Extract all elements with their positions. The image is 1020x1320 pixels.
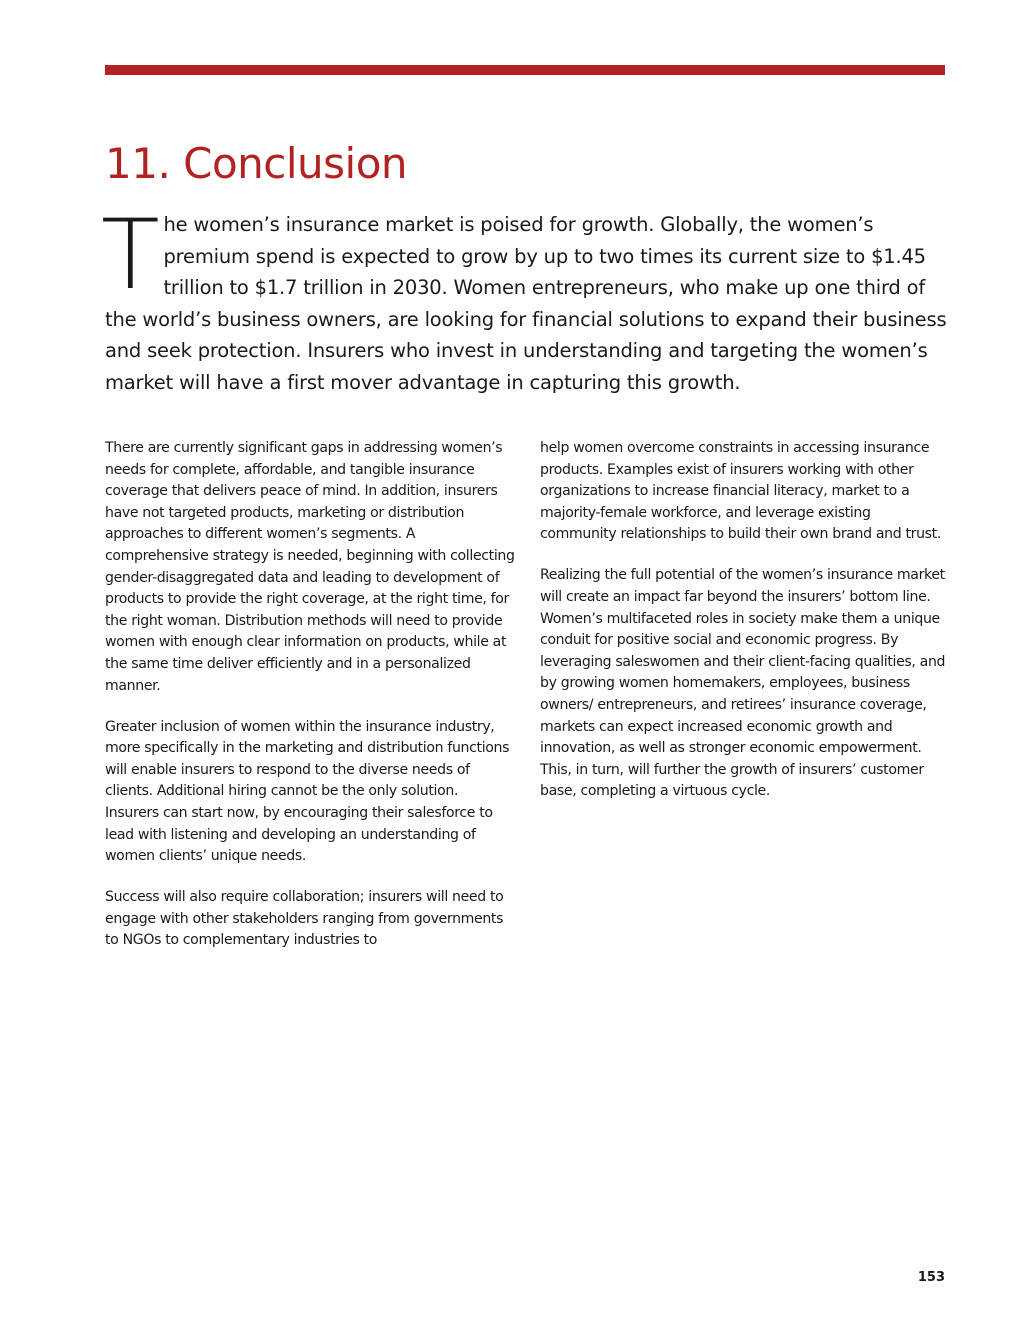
- body-paragraph: There are currently significant gaps in addressing women’s needs for complete, affordable, and tangible insurance coverage that delivers peace of mind. In addition, insurers have not targeted products, marketing or distribution approaches to different women’s segments. A comprehensive strategy is needed, beginning with collecting gender-disaggregated data and leading to development of products to provide the right coverage, at the right time, for the right woman. Distribution methods will need to provide women with enough clear information on products, while at the same time deliver efficiently and in a personalized manner.: [105, 440, 515, 694]
- header-rule: [105, 65, 945, 75]
- right-column: [540, 438, 950, 823]
- left-column: [105, 438, 515, 972]
- page-title: 11. Conclusion: [105, 139, 408, 188]
- body-paragraph: Greater inclusion of women within the insurance industry, more specifically in the marketing and distribution functions will enable insurers to respond to the diverse needs of clients. Additional hiring cannot be the only solution. Insurers can start now, by encouraging their salesforce to lead with listening and developing an understanding of women clients’ unique needs.: [105, 718, 510, 865]
- body-paragraph: help women overcome constraints in accessing insurance products. Examples exist of insurers working with other organizations to increase financial literacy, market to a majority-female workforce, and leverage existing community relationships to build their own brand and trust.: [540, 440, 941, 543]
- page-number: 153: [917, 1270, 945, 1285]
- body-paragraph: Success will also require collaboration; insurers will need to engage with other stakeholders ranging from governments to NGOs to complementary industries to: [105, 889, 504, 949]
- body-paragraph: Realizing the full potential of the women’s insurance market will create an impact far beyond the insurers’ bottom line. Women’s multifaceted roles in society make them a unique conduit for positive social and economic progress. By leveraging saleswomen and their client-facing qualities, and by growing women homemakers, employees, business owners/ entrepreneurs, and retirees’ insurance coverage, markets can expect increased economic growth and innovation, as well as stronger economic empowerment. This, in turn, will further the growth of insurers’ customer base, completing a virtuous cycle.: [540, 567, 946, 800]
- lead-text: he women’s insurance market is poised for growth. Globally, the women’s premium spend is expected to grow by up to two times its current size to $1.45 trillion to $1.7 trillion in 2030. Women entrepreneurs, who make up one third of the world’s business owners, are looking for financial solutions to expand their business and seek protection. Insurers who invest in understanding and targeting the women’s market will have a first mover advantage in capturing this growth.: [105, 213, 947, 394]
- drop-cap: T: [101, 199, 160, 311]
- lead-paragraph: [101, 199, 947, 399]
